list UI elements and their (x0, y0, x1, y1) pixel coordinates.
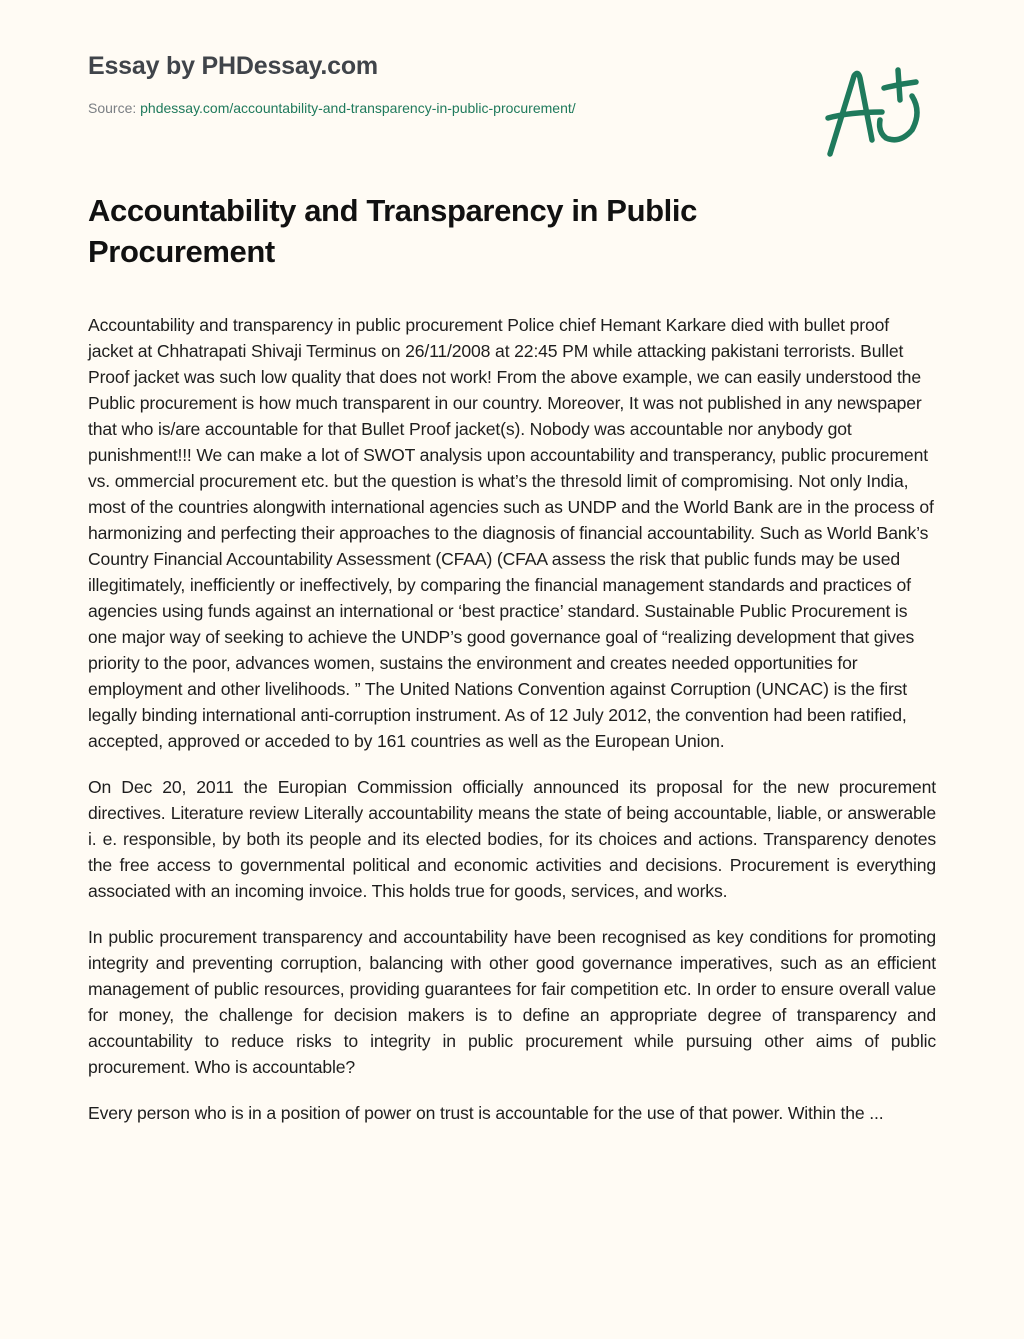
article-paragraph: Every person who is in a position of power on trust is accountable for the use of that power. Within the ... (88, 1103, 884, 1123)
article-title: Accountability and Transparency in Public Procurement (88, 193, 697, 269)
article-paragraph: Accountability and transparency in public procurement Police chief Hemant Karkare died with bullet proof jacket at Chhatrapati Shivaji Terminus on 26/11/2008 at 22:45 PM while attacking pakistani terrorists. Bullet Proof jacket was such low quality that does not work! From the above example, we can easily understood the Public procurement is how much transparent in our country. Moreover, It was not published in any newspaper that who is/are accountable for that Bullet Proof jacket(s). Nobody was accountable nor anybody got punishment!!! We can make a lot of SWOT analysis upon accountability and transperancy, public procurement vs. ommercial procurement etc. but the question is what’s the thresold limit of compromising. Not only India, most of the countries alongwith international agencies such as UNDP and the World Bank are in the process of harmonizing and perfecting their approaches to the diagnosis of financial accountability. Such as World Bank’s Country Financial Accountability Assessment (CFAA) (CFAA assess the risk that public funds may be used illegitimately, inefficiently or ineffectively, by comparing the financial management standards and practices of agencies using funds against an international or ‘best practice’ standard. Sustainable Public Procurement is one major way of seeking to achieve the UNDP’s good governance goal of “realizing development that gives priority to the poor, advances women, sustains the environment and creates needed opportunities for employment and other livelihoods. ” The United Nations Convention against Corruption (UNCAC) is the first legally binding international anti-corruption instrument. As of 12 July 2012, the convention had been ratified, accepted, approved or acceded to by 161 countries as well as the European Union. (88, 315, 934, 751)
article-body (88, 312, 936, 1146)
article-paragraph: In public procurement transparency and accountability have been recognised as key conditions for promoting integrity and preventing corruption, balancing with other good governance imperatives, such as an efficient management of public resources, providing guarantees for fair competition etc. In order to ensure overall value for money, the challenge for decision makers is to define an appropriate degree of transparency and accountability to reduce risks to integrity in public procurement while pursuing other aims of public procurement. Who is accountable? (88, 927, 936, 1077)
source-link[interactable]: phdessay.com/accountability-and-transparency-in-public-procurement/ (140, 100, 576, 116)
source-line (88, 98, 576, 118)
a-plus-grade-icon (820, 62, 932, 162)
source-label: Source: (88, 100, 137, 116)
site-name[interactable]: Essay by PHDessay.com (88, 52, 378, 80)
site-header (88, 50, 576, 118)
article-paragraph: On Dec 20, 2011 the Europian Commission officially announced its proposal for the new procurement directives. Literature review Literally accountability means the state of being accountable, liable, or answerable i. e. responsible, by both its people and its elected bodies, for its choices and actions. Transparency denotes the free access to governmental political and economic activities and decisions. Procurement is everything associated with an incoming invoice. This holds true for goods, services, and works. (88, 777, 936, 901)
